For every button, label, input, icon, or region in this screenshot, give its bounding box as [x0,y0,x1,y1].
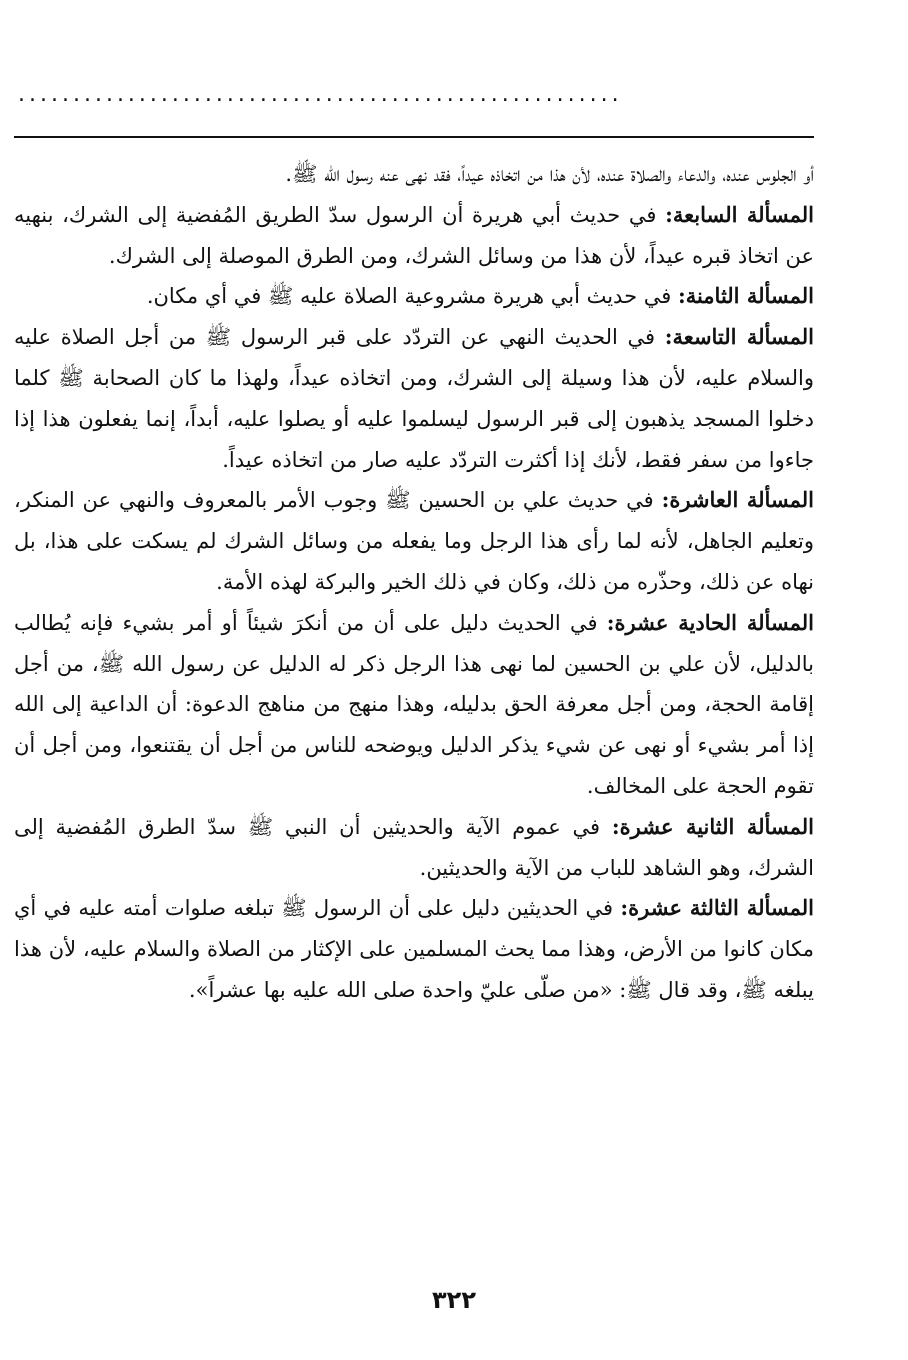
body-text [14,154,814,1011]
paragraph-heading: المسألة الحادية عشرة: [606,609,814,635]
paragraph-heading: المسألة الثانية عشرة: [611,813,814,839]
paragraph-heading: المسألة السابعة: [665,201,814,227]
paragraph-body: أو الجلوس عنده، والدعاء والصلاة عنده، لأن هذا من اتخاذه عيداً، فقد نهى عنه رسول الله ﷺ. [285,162,814,186]
paragraph-heading: المسألة الثامنة: [677,283,814,309]
paragraph-issue-10 [14,480,814,602]
header-dotted-line: ....................................................... [18,82,623,107]
header-rule [14,136,814,138]
paragraph-issue-9 [14,317,814,480]
paragraph-heading: المسألة التاسعة: [664,324,814,350]
paragraph-issue-13 [14,888,814,1010]
paragraph-body: في حديث علي بن الحسين ﷺ وجوب الأمر بالمعروف والنهي عن المنكر، وتعليم الجاهل، لأنه لما رأى هذا الرجل وما يفعله من وسائل الشرك لم يسكت على هذا، بل نهاه عن ذلك، وحذّره من ذلك، وكان في ذلك الخير والبركة لهذه الأمة. [14,488,814,594]
paragraph-heading: المسألة العاشرة: [661,487,814,513]
paragraph-issue-7 [14,195,814,277]
paragraph-continuation [14,154,814,195]
page-number: ٣٢٢ [432,1286,476,1314]
paragraph-body: في الحديث دليل على أن من أنكرَ شيئاً أو أمر بشيء فإنه يُطالب بالدليل، لأن علي بن الحسين لما نهى هذا الرجل ذكر له الدليل عن رسول الله ﷺ، من أجل إقامة الحجة، ومن أجل معرفة الحق بدليله، وهذا منهج من مناهج الدعوة: أن الداعية إلى الله إذا أمر بشيء أو نهى عن شيء يذكر الدليل ويوضحه للناس من أجل أن يقتنعوا، ومن أجل أن تقوم الحجة على المخالف. [14,610,814,798]
paragraph-body: في الحديث النهي عن التردّد على قبر الرسول ﷺ من أجل الصلاة عليه والسلام عليه، لأن هذا وسيلة إلى الشرك، ومن اتخاذه عيداً، ولهذا ما كان الصحابة ﷺ كلما دخلوا المسجد يذهبون إلى قبر الرسول ليسلموا عليه أو يصلوا عليه، أبداً، إنما يفعلون هذا إذا جاءوا من سفر فقط، لأنك إذا أكثرت التردّد عليه صار من اتخاذه عيداً. [14,325,814,472]
paragraph-issue-8 [14,276,814,317]
paragraph-body: في الحديثين دليل على أن الرسول ﷺ تبلغه صلوات أمته عليه في أي مكان كانوا من الأرض، وهذا مما يحث المسلمين على الإكثار من الصلاة والسلام عليه، لأن هذا يبلغه ﷺ، وقد قال ﷺ: «من صلّى عليّ واحدة صلى الله عليه بها عشراً». [14,896,814,1002]
paragraph-body: في حديث أبي هريرة مشروعية الصلاة عليه ﷺ في أي مكان. [146,284,678,309]
paragraph-heading: المسألة الثالثة عشرة: [620,895,815,921]
paragraph-body: في حديث أبي هريرة أن الرسول سدّ الطريق المُفضية إلى الشرك، بنهيه عن اتخاذ قبره عيداً، لأن هذا من وسائل الشرك، ومن الطرق الموصلة إلى الشرك. [14,202,814,268]
paragraph-issue-11 [14,603,814,807]
paragraph-issue-12 [14,807,814,889]
paragraph-body: في عموم الآية والحديثين أن النبي ﷺ سدّ الطرق المُفضية إلى الشرك، وهو الشاهد للباب من الآية والحديثين. [14,814,814,880]
